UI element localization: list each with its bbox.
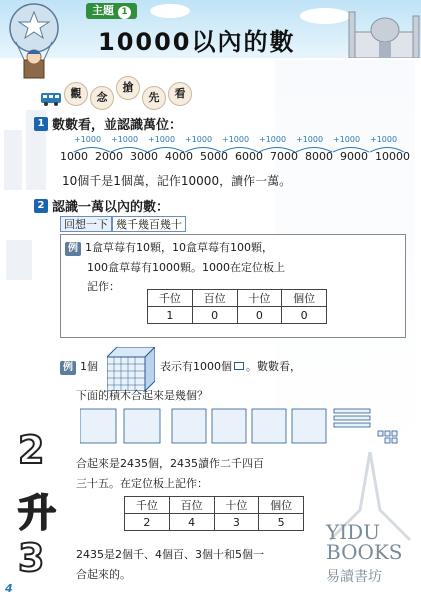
recall-box: [60, 216, 186, 232]
grade-mark: 2: [18, 428, 45, 472]
recall-label: 回想一下: [60, 216, 112, 232]
lead-char: 看: [168, 82, 192, 106]
place-header: 千位: [125, 497, 170, 514]
unit-cube: [378, 431, 397, 443]
section-1-sentence: 10個千是1個萬，記作10000，讀作一萬。: [62, 174, 292, 188]
sequence-number: 7000: [270, 150, 298, 163]
unit-cube-icon: [234, 362, 244, 370]
sequence-number: 1000: [60, 150, 88, 163]
theme-label: 主題: [92, 4, 114, 17]
place-value-table-1: [147, 289, 327, 324]
increment-label: +1000: [222, 135, 250, 144]
example-2-line: 例 1個: [60, 358, 98, 375]
watermark-text: BOOKS: [326, 540, 403, 564]
grade-mark: 3: [18, 536, 45, 580]
sequence-number: 3000: [130, 150, 158, 163]
theme-badge: [86, 3, 137, 19]
thousand-cube-icon: [107, 347, 155, 391]
increment-label: +1000: [296, 135, 324, 144]
place-value: 1: [148, 307, 193, 324]
cloud-decoration: [300, 8, 350, 24]
page-number: 4: [5, 582, 13, 595]
sequence-number: 6000: [235, 150, 263, 163]
ten-rod: [334, 409, 370, 427]
example-2-line: 三十五。在定位板上記作：: [76, 477, 208, 490]
cloud-decoration: [150, 4, 190, 18]
example-badge: 例: [60, 361, 76, 375]
grade-mark: 升: [18, 491, 57, 535]
section-number: 1: [34, 117, 48, 131]
place-value: 4: [169, 514, 214, 531]
blocks-illustration: [80, 405, 415, 445]
section-1-heading: [34, 114, 182, 133]
example-1-box: [60, 234, 406, 338]
lead-heading: [64, 76, 194, 106]
example-1-line: 記作：: [87, 280, 120, 293]
page-title: 10000以內的數: [98, 28, 296, 56]
increment-label: +1000: [185, 135, 213, 144]
sequence-number: 5000: [200, 150, 228, 163]
bus-icon: [40, 92, 62, 106]
place-value: 3: [214, 514, 259, 531]
theme-number: 1: [118, 6, 131, 19]
lead-char: 念: [90, 86, 114, 110]
place-header: 十位: [214, 497, 259, 514]
place-value: 0: [237, 307, 282, 324]
increment-label: +1000: [74, 135, 102, 144]
increment-label: +1000: [148, 135, 176, 144]
watermark-text: 易讀書坊: [326, 569, 382, 585]
place-header: 個位: [259, 497, 304, 514]
increment-label: +1000: [370, 135, 398, 144]
place-header: 百位: [192, 290, 237, 307]
section-title: 認識一萬以內的數：: [52, 200, 170, 215]
lead-char: 先: [142, 86, 166, 110]
place-value: 2: [125, 514, 170, 531]
place-header: 百位: [169, 497, 214, 514]
sequence-number: 10000: [375, 150, 410, 163]
lead-char: 觀: [64, 82, 88, 106]
number-sequence: [60, 150, 410, 163]
place-value: 0: [192, 307, 237, 324]
increment-label: +1000: [111, 135, 139, 144]
watermark-text: YIDU: [326, 520, 380, 544]
example-2-line: 合起來的。: [76, 568, 131, 581]
place-value-table-2: [124, 496, 304, 531]
place-header: 個位: [282, 290, 327, 307]
example-2-line: 2435是2個千、4個百、3個十和5個一: [76, 548, 264, 561]
example-badge: 例: [65, 242, 81, 256]
section-2-heading: [34, 196, 169, 215]
increment-label: +1000: [333, 135, 361, 144]
sequence-number: 4000: [165, 150, 193, 163]
example-1-line: 100盒草莓有1000顆。1000在定位板上: [87, 261, 285, 274]
increment-label: +1000: [259, 135, 287, 144]
recall-content: 幾千幾百幾十: [112, 216, 186, 232]
lead-char: 搶: [116, 76, 140, 100]
sequence-number: 8000: [305, 150, 333, 163]
place-value: 0: [282, 307, 327, 324]
place-header: 十位: [237, 290, 282, 307]
place-value: 5: [259, 514, 304, 531]
thousand-block: [80, 409, 160, 443]
sequence-number: 9000: [340, 150, 368, 163]
hundred-flat: [172, 409, 326, 443]
section-number: 2: [34, 199, 48, 213]
example-2-line: 合起來是2435個，2435讀作二千四百: [76, 457, 264, 470]
section-title: 數數看，並認識萬位：: [52, 118, 183, 133]
hot-air-balloon-icon: [6, 2, 68, 84]
place-header: 千位: [148, 290, 193, 307]
mosque-illustration: [347, 2, 421, 58]
example-1-line: 例 1盒草莓有10顆，10盒草莓有100顆，: [65, 239, 273, 256]
example-2-line: 下面的積木合起來是幾個？: [76, 389, 208, 402]
example-2-line: 表示有1000個 。數數看，: [160, 360, 301, 373]
sequence-number: 2000: [95, 150, 123, 163]
